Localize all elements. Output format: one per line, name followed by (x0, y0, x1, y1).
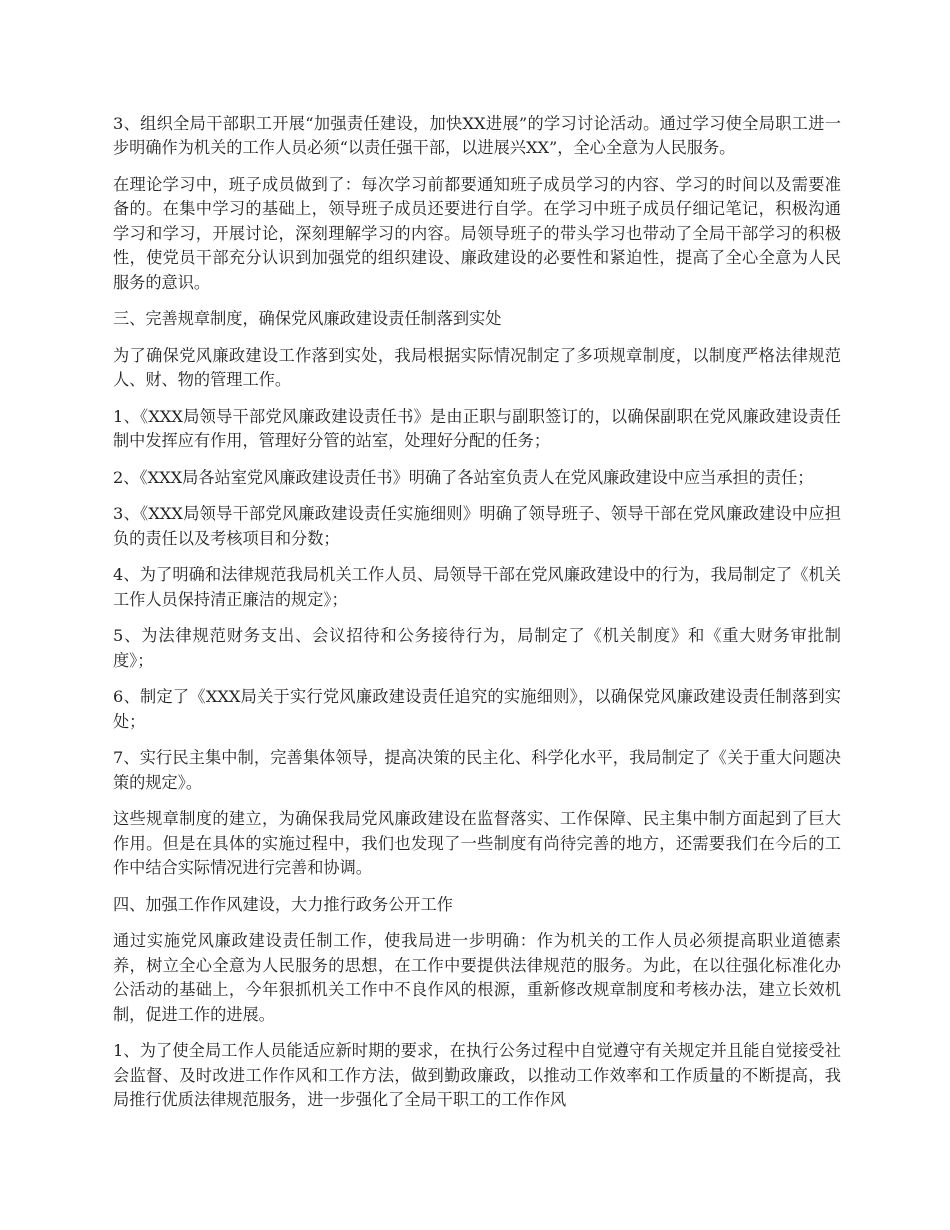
paragraph-regulations-intro: 为了确保党风廉政建设工作落到实处，我局根据实际情况制定了多项规章制度，以制度严格法律规范人、财、物的管理工作。 (113, 345, 841, 390)
list-item-4: 4、为了明确和法律规范我局机关工作人员、局领导干部在党风廉政建设中的行为，我局制定了《机关工作人员保持清正廉洁的规定》； (113, 565, 841, 609)
section-heading-3: 三、完善规章制度，确保党风廉政建设责任制落到实处 (113, 309, 502, 329)
list-item-6: 6、制定了《XXX局关于实行党风廉政建设责任追究的实施细则》，以确保党风廉政建设责任制落到实处； (113, 687, 841, 731)
list-item-5: 5、为法律规范财务支出、会议招待和公务接待行为，局制定了《机关制度》和《重大财务审批制度》； (113, 626, 841, 670)
list-item-7: 7、实行民主集中制，完善集体领导，提高决策的民主化、科学化水平，我局制定了《关于重大问题决策的规定》。 (113, 748, 841, 792)
section-heading-4: 四、加强工作作风建设，大力推行政务公开工作 (113, 894, 453, 914)
paragraph-item-3-study: 3、组织全局干部职工开展“加强责任建设，加快XX进展”的学习讨论活动。通过学习使全局职工进一步明确作为机关的工作人员必须“以责任强干部，以进展兴XX”，全心全意为人民服务。 (113, 114, 841, 158)
paragraph-regulations-summary: 这些规章制度的建立，为确保我局党风廉政建设在监督落实、工作保障、民主集中制方面起到了巨大作用。但是在具体的实施过程中，我们也发现了一些制度有尚待完善的地方，还需要我们在今后的工作中结合实际情况进行完善和协调。 (113, 809, 841, 878)
list-item-2: 2、《XXX局各站室党风廉政建设责任书》明确了各站室负责人在党风廉政建设中应当承担的责任； (113, 467, 814, 487)
list-item-1: 1、《XXX局领导干部党风廉政建设责任书》是由正职与副职签订的，以确保副职在党风廉政建设责任制中发挥应有作用，管理好分管的站室，处理好分配的任务； (113, 406, 841, 451)
list-item-work-style-1: 1、为了使全局工作人员能适应新时期的要求，在执行公务过程中自觉遵守有关规定并且能自觉接受社会监督、及时改进工作作风和工作方法，做到勤政廉政，以推动工作效率和工作质量的不断提高，我局推行优质法律规范服务，进一步强化了全局干职工的工作作风 (113, 1041, 841, 1110)
paragraph-work-style-intro: 通过实施党风廉政建设责任制工作，使我局进一步明确：作为机关的工作人员必须提高职业道德素养，树立全心全意为人民服务的思想，在工作中要提供法律规范的服务。为此，在以往强化标准化办公活动的基础上，今年狠抓机关工作中不良作风的根源，重新修改规章制度和考核办法，建立长效机制，促进工作的进展。 (113, 931, 841, 1024)
list-item-3: 3、《XXX局领导干部党风廉政建设责任实施细则》明确了领导班子、领导干部在党风廉政建设中应担负的责任以及考核项目和分数； (113, 504, 841, 548)
paragraph-theory-study: 在理论学习中，班子成员做到了：每次学习前都要通知班子成员学习的内容、学习的时间以及需要准备的。在集中学习的基础上，领导班子成员还要进行自学。在学习中班子成员仔细记笔记，积极沟通学习和学习，开展讨论，深刻理解学习的内容。局领导班子的带头学习也带动了全局干部学习的积极性，使党员干部充分认识到加强党的组织建设、廉政建设的必要性和紧迫性，提高了全心全意为人民服务的意识。 (113, 175, 841, 292)
document-body (113, 112, 841, 1125)
